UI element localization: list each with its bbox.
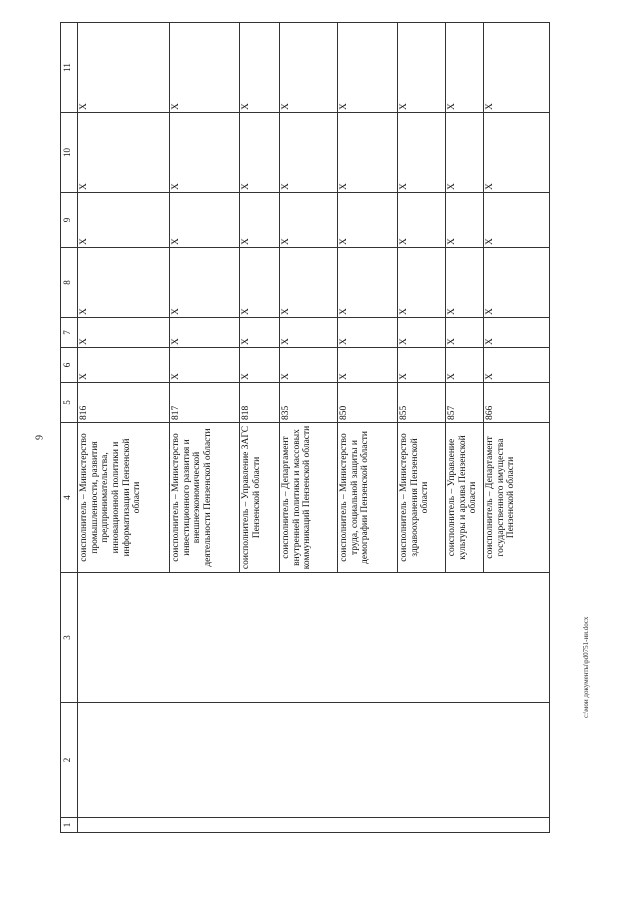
mark-cell: X <box>484 348 550 383</box>
empty-cell <box>78 703 550 818</box>
column-header: 3 <box>61 573 78 703</box>
table-row <box>78 23 170 833</box>
mark-cell: X <box>240 248 280 318</box>
code-cell: 855 <box>398 383 446 423</box>
mark-cell: X <box>170 193 240 248</box>
mark-cell: X <box>240 348 280 383</box>
code-cell: 857 <box>446 383 484 423</box>
organization-cell: соисполнитель – Министерство инвестиционного развития и внешнеэкономической деятельности Пензенской области <box>170 423 240 573</box>
organization-cell: соисполнитель – Министерство промышленности, развития предпринимательства, инновационной политики и информатизации Пензенской области <box>78 423 170 573</box>
mark-cell: X <box>338 193 398 248</box>
mark-cell: X <box>170 348 240 383</box>
mark-cell: X <box>240 23 280 113</box>
mark-cell: X <box>280 348 338 383</box>
mark-cell: X <box>338 318 398 348</box>
mark-cell: X <box>240 113 280 193</box>
mark-cell: X <box>338 23 398 113</box>
mark-cell: X <box>446 113 484 193</box>
table-header-row <box>61 23 78 833</box>
mark-cell: X <box>280 113 338 193</box>
mark-cell: X <box>398 193 446 248</box>
mark-cell: X <box>446 348 484 383</box>
mark-cell: X <box>338 248 398 318</box>
mark-cell: X <box>78 248 170 318</box>
mark-cell: X <box>170 23 240 113</box>
code-cell: 835 <box>280 383 338 423</box>
empty-cell <box>78 818 550 833</box>
column-header: 11 <box>61 23 78 113</box>
column-header: 6 <box>61 348 78 383</box>
mark-cell: X <box>78 318 170 348</box>
program-table <box>60 22 550 833</box>
mark-cell: X <box>78 113 170 193</box>
column-header: 7 <box>61 318 78 348</box>
rotated-page-content <box>60 23 550 833</box>
column-header: 1 <box>61 818 78 833</box>
mark-cell: X <box>398 318 446 348</box>
column-header: 4 <box>61 423 78 573</box>
organization-cell: соисполнитель – Министерство труда, социальной защиты и демографии Пензенской области <box>338 423 398 573</box>
mark-cell: X <box>446 248 484 318</box>
mark-cell: X <box>240 193 280 248</box>
organization-cell: соисполнитель – Управление культуры и архива Пензенской области <box>446 423 484 573</box>
column-header: 10 <box>61 113 78 193</box>
organization-cell: соисполнитель – Министерство здравоохранения Пензенской области <box>398 423 446 573</box>
mark-cell: X <box>240 318 280 348</box>
mark-cell: X <box>446 318 484 348</box>
mark-cell: X <box>338 348 398 383</box>
code-cell: 850 <box>338 383 398 423</box>
mark-cell: X <box>170 318 240 348</box>
mark-cell: X <box>280 23 338 113</box>
organization-cell: соисполнитель – Департамент внутренней политики и массовых коммуникаций Пензенской области <box>280 423 338 573</box>
mark-cell: X <box>446 23 484 113</box>
mark-cell: X <box>484 318 550 348</box>
mark-cell: X <box>446 193 484 248</box>
mark-cell: X <box>484 193 550 248</box>
mark-cell: X <box>170 248 240 318</box>
mark-cell: X <box>78 193 170 248</box>
column-header: 9 <box>61 193 78 248</box>
empty-cell <box>78 573 550 703</box>
code-cell: 866 <box>484 383 550 423</box>
mark-cell: X <box>484 113 550 193</box>
mark-cell: X <box>398 23 446 113</box>
column-header: 8 <box>61 248 78 318</box>
organization-cell: соисполнитель – Управление ЗАГС Пензенской области <box>240 423 280 573</box>
mark-cell: X <box>398 248 446 318</box>
mark-cell: X <box>484 23 550 113</box>
page-number: 9 <box>34 435 46 440</box>
mark-cell: X <box>78 23 170 113</box>
organization-cell: соисполнитель – Департамент государственного имущества Пензенской области <box>484 423 550 573</box>
mark-cell: X <box>78 348 170 383</box>
code-cell: 817 <box>170 383 240 423</box>
mark-cell: X <box>280 248 338 318</box>
footer-file-path: c:\мои документы\pd0751-ии.docx <box>582 616 590 718</box>
mark-cell: X <box>280 193 338 248</box>
mark-cell: X <box>338 113 398 193</box>
mark-cell: X <box>484 248 550 318</box>
code-cell: 816 <box>78 383 170 423</box>
mark-cell: X <box>398 348 446 383</box>
column-header: 5 <box>61 383 78 423</box>
mark-cell: X <box>280 318 338 348</box>
mark-cell: X <box>398 113 446 193</box>
mark-cell: X <box>170 113 240 193</box>
code-cell: 818 <box>240 383 280 423</box>
column-header: 2 <box>61 703 78 818</box>
